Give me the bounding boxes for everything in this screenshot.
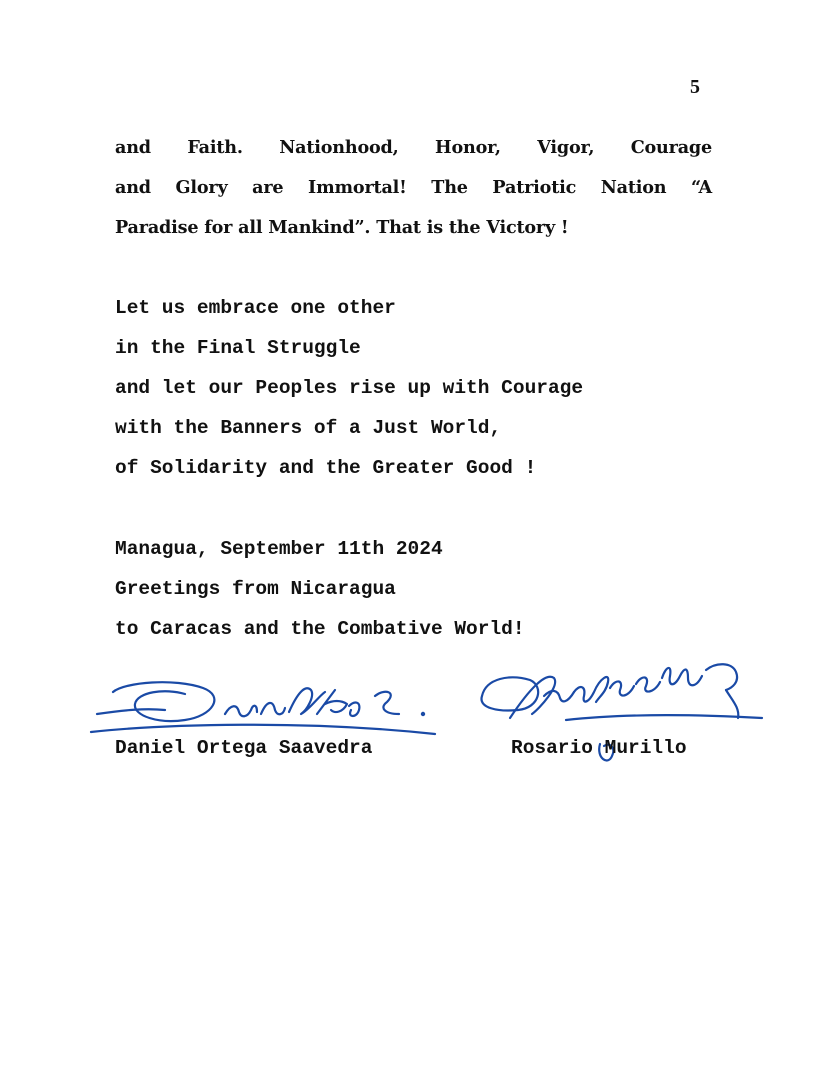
closing-paragraph	[115, 128, 712, 248]
signatory-name-left: Daniel Ortega Saavedra	[115, 737, 373, 759]
dateline-block	[115, 529, 712, 649]
signature-daniel-ortega	[85, 670, 445, 745]
verse-line: with the Banners of a Just World,	[115, 417, 502, 439]
signatory-name-right: Rosario Murillo	[511, 737, 687, 759]
paragraph-line: and Glory are Immortal! The Patriotic Nation “A	[115, 177, 712, 198]
verse-line: and let our Peoples rise up with Courage	[115, 377, 584, 399]
paragraph-line: Paradise for all Mankind”. That is the Victory !	[115, 217, 569, 238]
verse-line: in the Final Struggle	[115, 337, 361, 359]
page-number: 5	[690, 76, 700, 98]
verse-line: of Solidarity and the Greater Good !	[115, 457, 537, 479]
verse-line: Let us embrace one other	[115, 297, 396, 319]
verse-block	[115, 288, 712, 488]
dateline-line: Managua, September 11th 2024	[115, 538, 443, 560]
dateline-line: to Caracas and the Combative World!	[115, 618, 525, 640]
dateline-line: Greetings from Nicaragua	[115, 578, 396, 600]
paragraph-line: and Faith. Nationhood, Honor, Vigor, Courage	[115, 137, 712, 158]
